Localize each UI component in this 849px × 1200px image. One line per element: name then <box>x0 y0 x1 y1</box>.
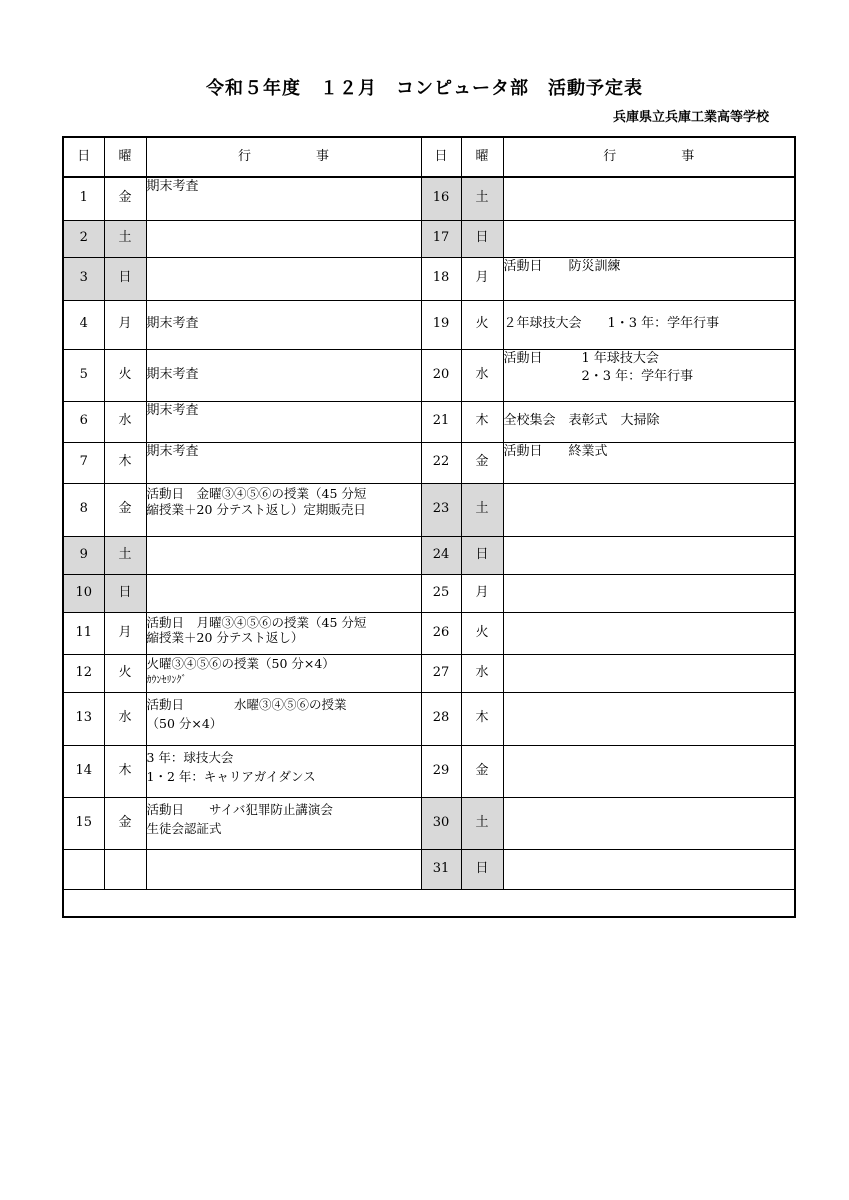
day-cell: 13 <box>63 692 104 745</box>
event-cell: 活動日 1 年球技大会 2・3 年：学年行事 <box>503 349 795 401</box>
day-cell: 12 <box>63 654 104 692</box>
event-cell: 期末考査 <box>146 349 421 401</box>
event-cell <box>146 574 421 612</box>
event-cell <box>503 654 795 692</box>
table-row <box>63 483 795 536</box>
weekday-cell: 水 <box>461 349 503 401</box>
table-row <box>63 177 795 220</box>
table-row <box>63 745 795 797</box>
event-cell <box>503 536 795 574</box>
day-cell: 9 <box>63 536 104 574</box>
weekday-cell: 金 <box>104 177 146 220</box>
day-cell: 2 <box>63 220 104 257</box>
event-cell: 期末考査 <box>146 442 421 483</box>
table-row <box>63 300 795 349</box>
table-row <box>63 692 795 745</box>
table-row <box>63 849 795 889</box>
weekday-cell: 金 <box>104 797 146 849</box>
weekday-cell <box>104 849 146 889</box>
weekday-cell: 月 <box>461 574 503 612</box>
header-event: 行 事 <box>146 137 421 177</box>
weekday-cell: 土 <box>461 483 503 536</box>
event-cell <box>503 574 795 612</box>
day-cell: 27 <box>421 654 461 692</box>
weekday-cell: 水 <box>461 654 503 692</box>
event-cell: 期末考査 <box>146 177 421 220</box>
event-cell <box>146 536 421 574</box>
day-cell: 4 <box>63 300 104 349</box>
day-cell: 18 <box>421 257 461 300</box>
weekday-cell: 木 <box>104 442 146 483</box>
event-cell: ２年球技大会 1・3 年：学年行事 <box>503 300 795 349</box>
event-cell <box>146 849 421 889</box>
weekday-cell: 日 <box>104 574 146 612</box>
event-cell: 活動日 水曜③④⑤⑥の授業 （50 分×4） <box>146 692 421 745</box>
event-cell: 3 年：球技大会 1・2 年：キャリアガイダンス <box>146 745 421 797</box>
day-cell: 8 <box>63 483 104 536</box>
event-cell <box>146 257 421 300</box>
weekday-cell: 火 <box>461 300 503 349</box>
day-cell: 26 <box>421 612 461 654</box>
header-weekday: 曜 <box>104 137 146 177</box>
weekday-cell: 火 <box>104 654 146 692</box>
weekday-cell: 日 <box>104 257 146 300</box>
event-cell <box>146 654 421 692</box>
table-row <box>63 612 795 654</box>
header-day-right: 日 <box>421 137 461 177</box>
event-cell <box>146 220 421 257</box>
header-day: 日 <box>63 137 104 177</box>
weekday-cell: 金 <box>104 483 146 536</box>
event-cell <box>503 849 795 889</box>
day-cell <box>63 849 104 889</box>
day-cell: 25 <box>421 574 461 612</box>
header-weekday-right: 曜 <box>461 137 503 177</box>
day-cell: 17 <box>421 220 461 257</box>
table-row <box>63 536 795 574</box>
weekday-cell: 月 <box>104 300 146 349</box>
school-name: 兵庫県立兵庫工業高等学校 <box>612 110 769 125</box>
table-row <box>63 257 795 300</box>
weekday-cell: 土 <box>461 177 503 220</box>
day-cell: 23 <box>421 483 461 536</box>
weekday-cell: 火 <box>461 612 503 654</box>
table-row <box>63 349 795 401</box>
weekday-cell: 火 <box>104 349 146 401</box>
footer-notes <box>63 889 795 917</box>
day-cell: 5 <box>63 349 104 401</box>
day-cell: 1 <box>63 177 104 220</box>
table-row <box>63 654 795 692</box>
weekday-cell: 木 <box>104 745 146 797</box>
event-cell: 期末考査 <box>146 300 421 349</box>
event-line: 火曜③④⑤⑥の授業（50 分×4） <box>146 655 335 671</box>
day-cell: 29 <box>421 745 461 797</box>
day-cell: 16 <box>421 177 461 220</box>
day-cell: 22 <box>421 442 461 483</box>
weekday-cell: 土 <box>461 797 503 849</box>
event-cell <box>503 745 795 797</box>
event-note: ｶｳﾝｾﾘﾝｸﾞ <box>146 674 187 686</box>
table-row <box>63 797 795 849</box>
day-cell: 10 <box>63 574 104 612</box>
weekday-cell: 月 <box>104 612 146 654</box>
header-event-right: 行 事 <box>503 137 795 177</box>
page-title: 令和５年度 １２月 コンピュータ部 活動予定表 <box>206 78 643 99</box>
day-cell: 19 <box>421 300 461 349</box>
event-cell <box>503 612 795 654</box>
event-cell: 活動日 月曜③④⑤⑥の授業（45 分短 縮授業＋20 分テスト返し） <box>146 612 421 654</box>
day-cell: 14 <box>63 745 104 797</box>
event-cell <box>503 177 795 220</box>
day-cell: 6 <box>63 401 104 442</box>
day-cell: 20 <box>421 349 461 401</box>
event-cell: 期末考査 <box>146 401 421 442</box>
day-cell: 24 <box>421 536 461 574</box>
event-cell <box>503 797 795 849</box>
weekday-cell: 金 <box>461 745 503 797</box>
event-cell: 活動日 サイバ犯罪防止講演会 生徒会認証式 <box>146 797 421 849</box>
weekday-cell: 日 <box>461 849 503 889</box>
header-row <box>63 137 795 177</box>
event-cell: 活動日 終業式 <box>503 442 795 483</box>
schedule-table <box>62 136 796 918</box>
weekday-cell: 日 <box>461 536 503 574</box>
day-cell: 7 <box>63 442 104 483</box>
weekday-cell: 水 <box>104 401 146 442</box>
day-cell: 28 <box>421 692 461 745</box>
day-cell: 11 <box>63 612 104 654</box>
weekday-cell: 水 <box>104 692 146 745</box>
day-cell: 31 <box>421 849 461 889</box>
weekday-cell: 日 <box>461 220 503 257</box>
event-cell: 活動日 金曜③④⑤⑥の授業（45 分短 縮授業＋20 分テスト返し）定期販売日 <box>146 483 421 536</box>
event-cell <box>503 483 795 536</box>
event-cell <box>503 220 795 257</box>
day-cell: 3 <box>63 257 104 300</box>
weekday-cell: 土 <box>104 536 146 574</box>
weekday-cell: 土 <box>104 220 146 257</box>
weekday-cell: 木 <box>461 692 503 745</box>
day-cell: 30 <box>421 797 461 849</box>
event-cell <box>503 692 795 745</box>
footer-row <box>63 889 795 917</box>
table-row <box>63 401 795 442</box>
weekday-cell: 木 <box>461 401 503 442</box>
event-cell: 活動日 防災訓練 <box>503 257 795 300</box>
table-row <box>63 574 795 612</box>
table-row <box>63 442 795 483</box>
weekday-cell: 金 <box>461 442 503 483</box>
weekday-cell: 月 <box>461 257 503 300</box>
event-cell: 全校集会 表彰式 大掃除 <box>503 401 795 442</box>
day-cell: 15 <box>63 797 104 849</box>
day-cell: 21 <box>421 401 461 442</box>
table-row <box>63 220 795 257</box>
